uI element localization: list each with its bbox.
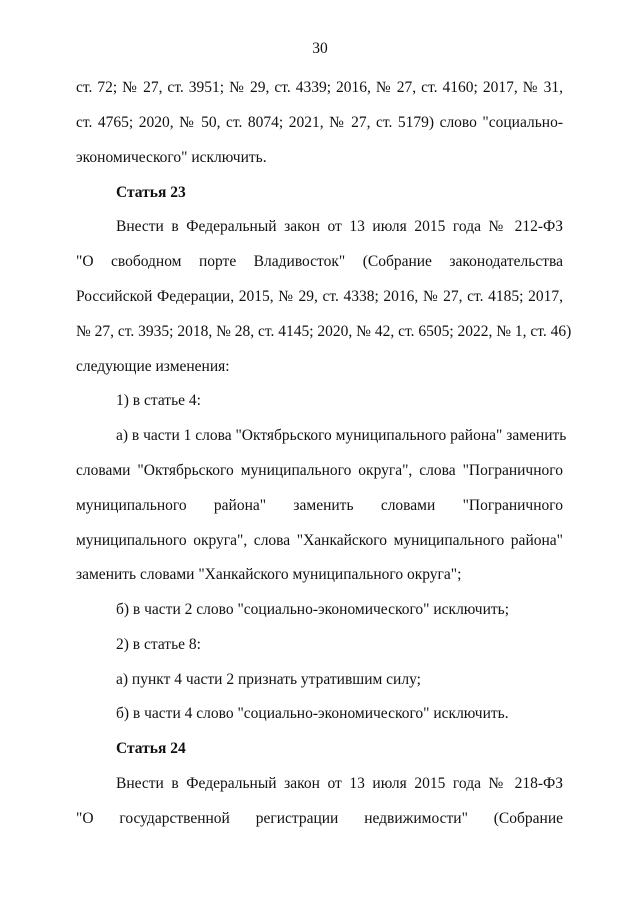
page-number: 30 bbox=[312, 40, 328, 57]
text-line: экономического" исключить. bbox=[76, 149, 267, 166]
text-line: Российской Федерации, 2015, № 29, ст. 4338; 2016, № 27, ст. 4185; 2017, bbox=[76, 288, 563, 305]
text-line: словами "Октябрьского муниципального округа", слова "Пограничного bbox=[76, 462, 563, 479]
text-line: № 27, ст. 3935; 2018, № 28, ст. 4145; 2020, № 42, ст. 6505; 2022, № 1, ст. 46) bbox=[76, 323, 572, 340]
text-line: муниципального района" заменить словами "Пограничного bbox=[76, 497, 563, 514]
text-line: Внести в Федеральный закон от 13 июля 2015 года № 218-ФЗ bbox=[116, 775, 563, 792]
text-line: Внести в Федеральный закон от 13 июля 2015 года № 212-ФЗ bbox=[116, 218, 563, 235]
list-item: 1) в статье 4: bbox=[116, 392, 201, 409]
article-heading: Статья 23 bbox=[116, 184, 186, 201]
list-item: а) пункт 4 части 2 признать утратившим силу; bbox=[116, 671, 421, 688]
list-item: б) в части 2 слово "социально-экономического" исключить; bbox=[116, 601, 510, 618]
text-line: следующие изменения: bbox=[76, 358, 230, 375]
text-line: ст. 72; № 27, ст. 3951; № 29, ст. 4339; 2016, № 27, ст. 4160; 2017, № 31, bbox=[76, 79, 563, 96]
list-item: 2) в статье 8: bbox=[116, 636, 201, 653]
text-line: "О свободном порте Владивосток" (Собрание законодательства bbox=[76, 253, 563, 270]
text-line: муниципального округа", слова "Ханкайского муниципального района" bbox=[76, 532, 563, 549]
text-line: ст. 4765; 2020, № 50, ст. 8074; 2021, № 27, ст. 5179) слово "социально- bbox=[76, 114, 563, 131]
article-heading: Статья 24 bbox=[116, 740, 186, 757]
text-line: заменить словами "Ханкайского муниципального округа"; bbox=[76, 566, 462, 583]
text-line: "О государственной регистрации недвижимости" (Собрание bbox=[76, 810, 563, 827]
text-line: а) в части 1 слова "Октябрьского муниципального района" заменить bbox=[116, 427, 567, 444]
list-item: б) в части 4 слово "социально-экономического" исключить. bbox=[116, 705, 509, 722]
